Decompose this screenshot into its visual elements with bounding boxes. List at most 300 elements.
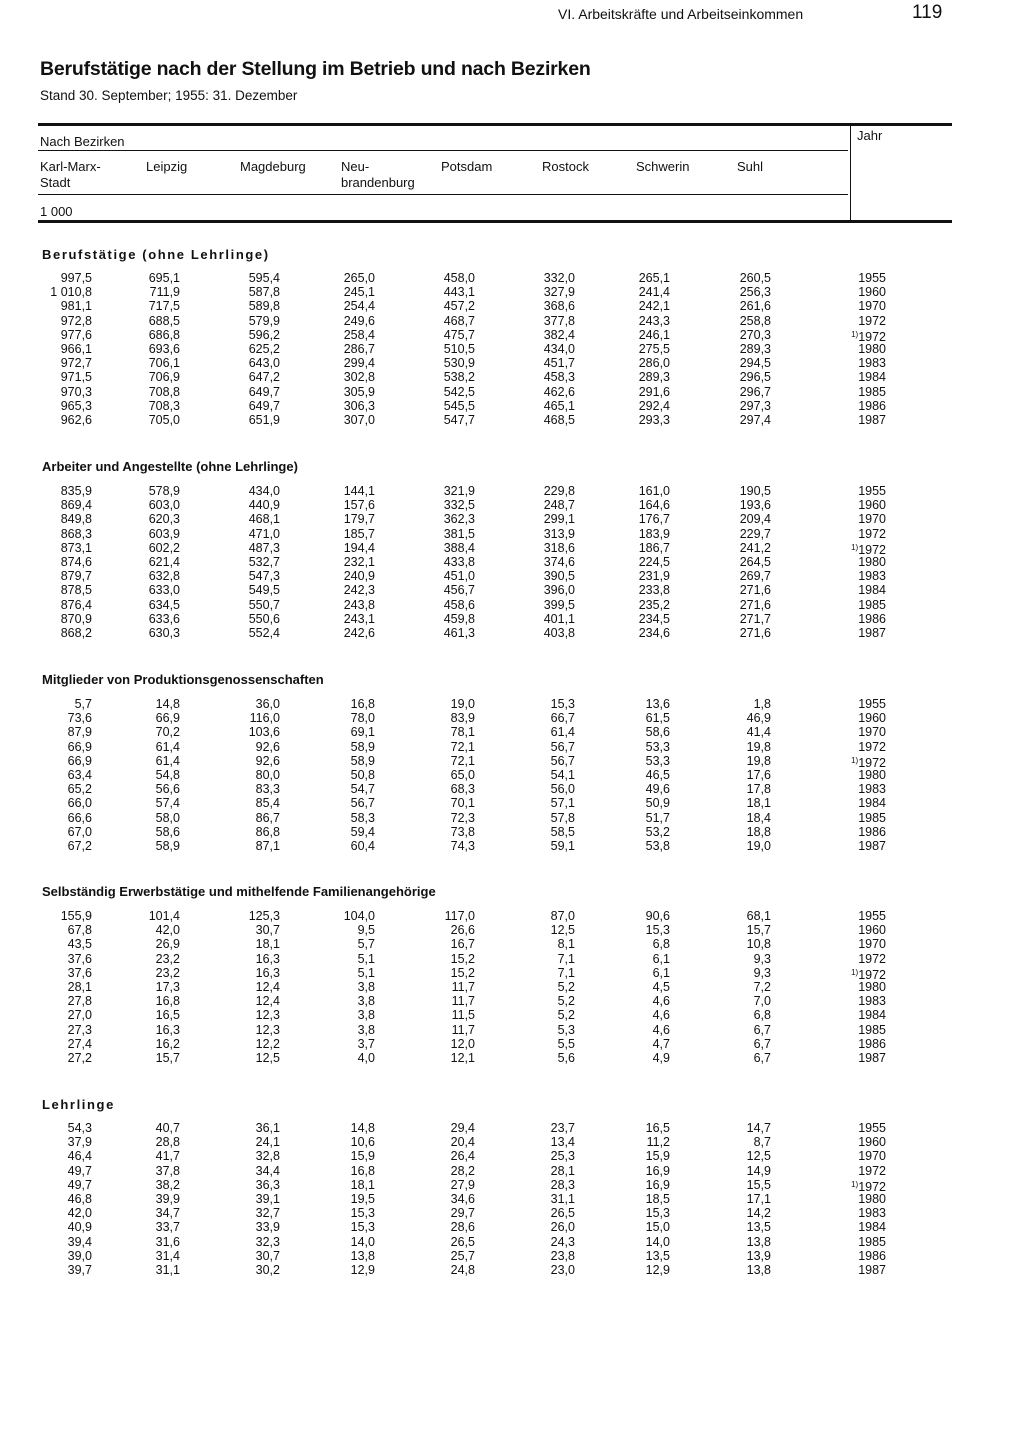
year-label: 1986 <box>858 824 886 839</box>
table-cell: 28,6 <box>450 1220 475 1235</box>
table-cell: 19,0 <box>450 697 475 711</box>
table-cell: 117,0 <box>444 909 475 923</box>
table-cell: 37,6 <box>67 965 92 980</box>
table-cell: 16,2 <box>155 1036 180 1051</box>
table-cell: 647,2 <box>248 370 280 385</box>
year-cell <box>858 484 886 498</box>
table-cell: 58,9 <box>350 753 375 768</box>
table-cell: 7,1 <box>557 951 575 966</box>
table-cell: 4,6 <box>652 994 670 1009</box>
table-cell: 261,6 <box>739 299 771 314</box>
table-cell: 12,1 <box>450 1051 475 1065</box>
table-cell: 966,1 <box>60 342 92 356</box>
year-label: 1987 <box>858 413 886 427</box>
table-cell: 835,9 <box>60 484 92 498</box>
table-cell: 72,1 <box>450 739 475 754</box>
year-cell <box>858 923 886 937</box>
table-cell: 26,6 <box>450 923 475 938</box>
table-cell: 307,0 <box>343 413 375 427</box>
table-cell: 68,1 <box>746 909 771 923</box>
table-cell: 14,7 <box>746 1121 771 1135</box>
table-cell: 14,0 <box>350 1234 375 1249</box>
table-cell: 977,6 <box>60 327 92 342</box>
table-cell: 708,3 <box>148 398 180 413</box>
table-cell: 6,1 <box>652 951 670 966</box>
table-cell: 12,4 <box>255 980 280 994</box>
table-cell: 12,9 <box>350 1263 375 1277</box>
table-cell: 17,1 <box>746 1192 771 1206</box>
table-cell: 688,5 <box>148 313 180 328</box>
table-cell: 5,1 <box>357 965 375 980</box>
table-cell: 242,3 <box>343 583 375 598</box>
table-cell: 19,8 <box>746 753 771 768</box>
table-cell: 87,0 <box>550 909 575 923</box>
table-cell: 16,8 <box>350 1163 375 1178</box>
year-label: 1972 <box>858 329 886 344</box>
year-label: 1986 <box>858 398 886 413</box>
table-cell: 27,4 <box>67 1036 92 1051</box>
table-cell: 9,5 <box>357 923 375 938</box>
year-header: Jahr <box>857 128 883 143</box>
table-cell: 36,1 <box>255 1121 280 1135</box>
year-label: 1972 <box>858 313 886 328</box>
table-cell: 634,5 <box>148 597 180 612</box>
table-cell: 649,7 <box>248 384 280 399</box>
table-cell: 24,1 <box>255 1135 280 1150</box>
table-cell: 13,6 <box>645 697 670 711</box>
year-label: 1980 <box>858 1192 886 1206</box>
table-cell: 231,9 <box>638 569 670 584</box>
year-cell <box>858 725 886 739</box>
table-cell: 4,6 <box>652 1008 670 1023</box>
page-subtitle: Stand 30. September; 1955: 31. Dezember <box>40 88 298 103</box>
table-cell: 46,8 <box>67 1192 92 1206</box>
table-cell: 28,3 <box>550 1177 575 1192</box>
table-cell: 61,4 <box>550 725 575 740</box>
year-cell <box>858 1121 886 1135</box>
table-cell: 6,8 <box>652 937 670 952</box>
table-cell: 3,7 <box>357 1036 375 1051</box>
table-cell: 164,6 <box>638 498 670 513</box>
table-cell: 26,9 <box>155 937 180 952</box>
table-cell: 67,2 <box>67 839 92 853</box>
table-cell: 61,4 <box>155 753 180 768</box>
table-cell: 265,0 <box>343 271 375 285</box>
year-label: 1972 <box>858 739 886 754</box>
year-label: 1985 <box>858 1022 886 1037</box>
table-cell: 10,8 <box>746 937 771 952</box>
table-cell: 58,6 <box>645 725 670 740</box>
table-cell: 972,8 <box>60 313 92 328</box>
table-cell: 18,4 <box>746 810 771 825</box>
table-cell: 83,9 <box>450 711 475 726</box>
year-cell <box>858 711 886 725</box>
table-cell: 53,8 <box>645 839 670 853</box>
year-cell <box>858 512 886 526</box>
table-cell: 12,5 <box>746 1149 771 1164</box>
table-cell: 190,5 <box>739 484 771 498</box>
year-cell <box>858 782 886 796</box>
table-cell: 11,7 <box>451 1022 475 1037</box>
table-cell: 5,7 <box>74 697 92 711</box>
table-cell: 258,8 <box>739 313 771 328</box>
table-cell: 179,7 <box>343 512 375 527</box>
table-cell: 34,4 <box>255 1163 280 1178</box>
table-cell: 20,4 <box>450 1135 475 1150</box>
table-cell: 6,7 <box>753 1036 771 1051</box>
table-cell: 6,7 <box>753 1051 771 1065</box>
table-cell: 12,2 <box>255 1036 280 1051</box>
table-cell: 26,5 <box>550 1206 575 1221</box>
table-cell: 965,3 <box>60 398 92 413</box>
table-cell: 246,1 <box>638 327 670 342</box>
table-cell: 16,3 <box>255 951 280 966</box>
year-label: 1985 <box>858 810 886 825</box>
rule-top <box>38 123 952 126</box>
table-cell: 11,5 <box>451 1008 475 1023</box>
table-cell: 78,1 <box>450 725 475 740</box>
table-cell: 270,3 <box>739 327 771 342</box>
table-cell: 28,2 <box>450 1163 475 1178</box>
table-cell: 399,5 <box>543 597 575 612</box>
year-cell <box>858 1051 886 1065</box>
year-label: 1987 <box>858 1263 886 1277</box>
year-label: 1985 <box>858 384 886 399</box>
table-cell: 289,3 <box>638 370 670 385</box>
table-cell: 289,3 <box>739 342 771 356</box>
year-cell <box>858 952 886 966</box>
table-cell: 971,5 <box>60 370 92 385</box>
table-cell: 185,7 <box>343 526 375 541</box>
table-cell: 66,9 <box>155 711 180 726</box>
year-cell <box>858 839 886 853</box>
table-cell: 876,4 <box>60 597 92 612</box>
table-cell: 56,0 <box>550 782 575 797</box>
year-cell <box>858 1263 886 1277</box>
table-cell: 224,5 <box>638 555 670 569</box>
table-cell: 873,1 <box>60 540 92 555</box>
table-cell: 67,8 <box>67 923 92 938</box>
table-cell: 705,0 <box>148 413 180 427</box>
table-cell: 38,2 <box>155 1177 180 1192</box>
table-cell: 550,7 <box>248 597 280 612</box>
table-cell: 15,0 <box>645 1220 670 1235</box>
table-cell: 17,8 <box>746 782 771 797</box>
table-cell: 396,0 <box>543 583 575 598</box>
table-cell: 92,6 <box>255 753 280 768</box>
column-header: brandenburg <box>341 175 415 190</box>
table-cell: 233,8 <box>638 583 670 598</box>
year-label: 1984 <box>858 796 886 811</box>
table-cell: 6,8 <box>753 1008 771 1023</box>
table-cell: 70,2 <box>155 725 180 740</box>
table-cell: 868,2 <box>60 626 92 640</box>
table-cell: 7,1 <box>557 965 575 980</box>
table-cell: 538,2 <box>443 370 475 385</box>
table-cell: 458,0 <box>443 271 475 285</box>
table-cell: 28,1 <box>67 980 92 994</box>
table-cell: 56,6 <box>155 782 180 797</box>
column-header: Schwerin <box>636 159 690 174</box>
year-label: 1972 <box>858 1179 886 1194</box>
table-cell: 879,7 <box>60 569 92 584</box>
year-label: 1985 <box>858 1234 886 1249</box>
table-cell: 18,8 <box>746 824 771 839</box>
page-title: Berufstätige nach der Stellung im Betrieb und nach Bezirken <box>40 58 591 80</box>
year-cell <box>858 314 886 328</box>
table-cell: 11,7 <box>451 994 475 1009</box>
table-cell: 456,7 <box>443 583 475 598</box>
table-cell: 49,7 <box>67 1163 92 1178</box>
table-cell: 708,8 <box>148 384 180 399</box>
table-cell: 234,6 <box>638 626 670 640</box>
year-cell <box>858 569 886 583</box>
table-cell: 69,1 <box>350 725 375 740</box>
table-cell: 39,7 <box>67 1263 92 1277</box>
year-cell <box>858 1135 886 1149</box>
table-cell: 5,2 <box>557 980 575 994</box>
table-cell: 23,8 <box>550 1248 575 1263</box>
table-cell: 53,3 <box>645 753 670 768</box>
table-cell: 28,1 <box>550 1163 575 1178</box>
table-cell: 5,6 <box>557 1051 575 1065</box>
table-cell: 878,5 <box>60 583 92 598</box>
table-cell: 27,0 <box>67 1008 92 1023</box>
table-cell: 36,3 <box>255 1177 280 1192</box>
table-cell: 54,3 <box>67 1121 92 1135</box>
table-cell: 10,6 <box>350 1135 375 1150</box>
table-cell: 13,5 <box>746 1220 771 1235</box>
table-cell: 27,2 <box>67 1051 92 1065</box>
table-cell: 70,1 <box>450 796 475 811</box>
table-cell: 13,8 <box>746 1263 771 1277</box>
table-cell: 125,3 <box>248 909 280 923</box>
table-cell: 362,3 <box>443 512 475 527</box>
table-cell: 293,3 <box>638 413 670 427</box>
table-cell: 16,7 <box>450 937 475 952</box>
table-cell: 60,4 <box>350 839 375 853</box>
year-cell <box>858 1206 886 1220</box>
table-cell: 194,4 <box>343 540 375 555</box>
table-cell: 9,3 <box>753 951 771 966</box>
year-cell <box>858 980 886 994</box>
table-cell: 101,4 <box>148 909 180 923</box>
table-cell: 242,1 <box>638 299 670 314</box>
year-cell <box>858 385 886 399</box>
year-label: 1980 <box>858 555 886 569</box>
table-cell: 24,3 <box>550 1234 575 1249</box>
table-cell: 6,7 <box>753 1022 771 1037</box>
table-cell: 620,3 <box>148 512 180 527</box>
footnote-marker: 1) <box>851 1179 859 1189</box>
table-cell: 15,9 <box>645 1149 670 1164</box>
year-label: 1970 <box>858 1149 886 1164</box>
year-cell <box>858 1149 886 1163</box>
table-cell: 468,1 <box>248 512 280 527</box>
year-label: 1983 <box>858 994 886 1009</box>
table-cell: 57,1 <box>550 796 575 811</box>
table-cell: 15,2 <box>450 965 475 980</box>
table-cell: 545,5 <box>443 398 475 413</box>
table-cell: 18,1 <box>255 937 280 952</box>
table-cell: 403,8 <box>543 626 575 640</box>
table-cell: 13,5 <box>645 1248 670 1263</box>
year-label: 1955 <box>858 1121 886 1135</box>
table-cell: 5,3 <box>557 1022 575 1037</box>
table-cell: 249,6 <box>343 313 375 328</box>
year-cell <box>858 285 886 299</box>
table-cell: 6,1 <box>652 965 670 980</box>
table-cell: 972,7 <box>60 356 92 371</box>
table-cell: 66,7 <box>550 711 575 726</box>
table-cell: 72,3 <box>450 810 475 825</box>
table-cell: 67,0 <box>67 824 92 839</box>
table-cell: 31,4 <box>155 1248 180 1263</box>
table-cell: 32,8 <box>255 1149 280 1164</box>
table-cell: 34,7 <box>155 1206 180 1221</box>
table-cell: 621,4 <box>148 555 180 569</box>
table-cell: 271,7 <box>739 611 771 626</box>
group-header: Nach Bezirken <box>40 134 125 149</box>
table-cell: 547,3 <box>248 569 280 584</box>
year-label: 1972 <box>858 951 886 966</box>
table-cell: 578,9 <box>148 484 180 498</box>
table-cell: 54,8 <box>155 768 180 782</box>
section-title: Berufstätige (ohne Lehrlinge) <box>42 247 270 262</box>
table-cell: 695,1 <box>148 271 180 285</box>
table-cell: 633,6 <box>148 611 180 626</box>
year-label: 1955 <box>858 484 886 498</box>
table-cell: 27,8 <box>67 994 92 1009</box>
table-cell: 487,3 <box>248 540 280 555</box>
table-cell: 66,9 <box>67 739 92 754</box>
table-cell: 33,7 <box>155 1220 180 1235</box>
table-cell: 970,3 <box>60 384 92 399</box>
table-cell: 41,7 <box>155 1149 180 1164</box>
table-cell: 19,5 <box>350 1192 375 1206</box>
table-cell: 15,3 <box>350 1220 375 1235</box>
table-cell: 23,7 <box>550 1121 575 1135</box>
table-cell: 869,4 <box>60 498 92 513</box>
year-label: 1986 <box>858 611 886 626</box>
table-cell: 390,5 <box>543 569 575 584</box>
table-cell: 260,5 <box>739 271 771 285</box>
year-cell <box>858 811 886 825</box>
rule-jahr-divider <box>850 124 851 220</box>
table-cell: 56,7 <box>550 739 575 754</box>
table-cell: 12,9 <box>645 1263 670 1277</box>
table-cell: 381,5 <box>443 526 475 541</box>
table-cell: 458,6 <box>443 597 475 612</box>
table-cell: 31,1 <box>550 1192 575 1206</box>
table-cell: 73,8 <box>450 824 475 839</box>
column-header: Potsdam <box>441 159 493 174</box>
footnote-marker: 1) <box>851 329 859 339</box>
table-cell: 401,1 <box>543 611 575 626</box>
table-cell: 30,7 <box>255 923 280 938</box>
table-cell: 19,8 <box>746 739 771 754</box>
table-cell: 15,7 <box>746 923 771 938</box>
table-cell: 596,2 <box>248 327 280 342</box>
year-label: 1983 <box>858 569 886 584</box>
table-cell: 275,5 <box>638 342 670 356</box>
table-cell: 63,4 <box>67 768 92 782</box>
table-cell: 27,3 <box>67 1022 92 1037</box>
table-cell: 209,4 <box>739 512 771 527</box>
table-cell: 434,0 <box>543 342 575 356</box>
column-header: Magdeburg <box>240 159 306 174</box>
year-label: 1987 <box>858 626 886 640</box>
table-cell: 16,5 <box>645 1121 670 1135</box>
table-cell: 49,6 <box>645 782 670 797</box>
table-cell: 296,5 <box>739 370 771 385</box>
table-cell: 286,7 <box>343 342 375 356</box>
table-cell: 157,6 <box>343 498 375 513</box>
table-cell: 183,9 <box>638 526 670 541</box>
table-cell: 25,3 <box>550 1149 575 1164</box>
year-cell <box>858 1164 886 1178</box>
year-cell <box>858 768 886 782</box>
rule-group-header <box>38 150 848 151</box>
footnote-marker: 1) <box>851 967 859 977</box>
column-header: Karl-Marx- <box>40 159 101 174</box>
table-cell: 13,4 <box>550 1135 575 1150</box>
year-label: 1984 <box>858 1220 886 1235</box>
table-cell: 15,3 <box>350 1206 375 1221</box>
table-cell: 706,1 <box>148 356 180 371</box>
table-cell: 68,3 <box>450 782 475 797</box>
table-cell: 12,4 <box>255 994 280 1009</box>
table-cell: 74,3 <box>450 839 475 853</box>
year-label: 1970 <box>858 299 886 314</box>
table-cell: 374,6 <box>543 555 575 569</box>
table-cell: 18,5 <box>645 1192 670 1206</box>
year-cell <box>858 697 886 711</box>
table-cell: 37,6 <box>67 951 92 966</box>
table-cell: 12,3 <box>255 1008 280 1023</box>
table-cell: 603,0 <box>148 498 180 513</box>
table-cell: 547,7 <box>443 413 475 427</box>
year-label: 1983 <box>858 782 886 797</box>
table-cell: 3,8 <box>357 1008 375 1023</box>
table-cell: 4,0 <box>357 1051 375 1065</box>
table-cell: 34,6 <box>450 1192 475 1206</box>
table-cell: 271,6 <box>739 626 771 640</box>
table-cell: 12,5 <box>255 1051 280 1065</box>
table-cell: 530,9 <box>443 356 475 371</box>
year-label: 1980 <box>858 768 886 782</box>
table-cell: 90,6 <box>645 909 670 923</box>
year-cell <box>858 555 886 569</box>
table-cell: 37,8 <box>155 1163 180 1178</box>
table-cell: 693,6 <box>148 342 180 356</box>
table-cell: 24,8 <box>450 1263 475 1277</box>
table-cell: 459,8 <box>443 611 475 626</box>
footnote-marker: 1) <box>851 755 859 765</box>
table-cell: 1,8 <box>753 697 771 711</box>
table-cell: 50,8 <box>350 768 375 782</box>
table-cell: 434,0 <box>248 484 280 498</box>
table-cell: 292,4 <box>638 398 670 413</box>
table-cell: 41,4 <box>746 725 771 740</box>
rule-bottom <box>38 220 952 223</box>
table-cell: 8,7 <box>753 1135 771 1150</box>
table-cell: 461,3 <box>443 626 475 640</box>
year-cell <box>858 399 886 413</box>
table-cell: 3,8 <box>357 994 375 1009</box>
year-cell <box>858 527 886 541</box>
table-cell: 5,2 <box>557 994 575 1009</box>
